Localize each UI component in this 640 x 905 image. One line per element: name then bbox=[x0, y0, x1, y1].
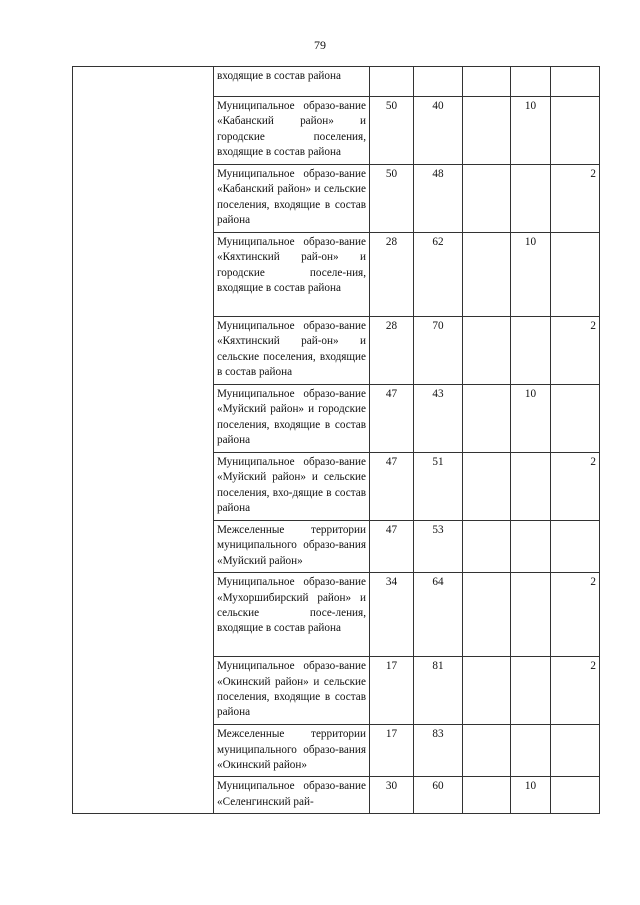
value-cell-c5 bbox=[551, 385, 600, 453]
value-cell-c1: 28 bbox=[370, 233, 414, 317]
value-cell-c3 bbox=[463, 521, 511, 573]
row-name-cell: Муниципальное образо-вание «Селенгинский рай- bbox=[214, 777, 370, 814]
page-number: 79 bbox=[314, 38, 326, 52]
value-cell-c5 bbox=[551, 97, 600, 165]
value-cell-c2: 48 bbox=[414, 165, 463, 233]
data-table bbox=[72, 66, 600, 814]
row-name-cell: входящие в состав района bbox=[214, 67, 370, 97]
value-cell-c4 bbox=[511, 725, 551, 777]
value-cell-c5: 2 bbox=[551, 165, 600, 233]
value-cell-c2: 60 bbox=[414, 777, 463, 814]
value-cell-c1: 47 bbox=[370, 521, 414, 573]
value-cell-c4: 10 bbox=[511, 97, 551, 165]
value-cell-c4 bbox=[511, 317, 551, 385]
value-cell-c1 bbox=[370, 67, 414, 97]
value-cell-c1: 17 bbox=[370, 657, 414, 725]
table-row bbox=[73, 67, 600, 97]
value-cell-c4: 10 bbox=[511, 233, 551, 317]
value-cell-c4 bbox=[511, 67, 551, 97]
value-cell-c1: 47 bbox=[370, 385, 414, 453]
value-cell-c4 bbox=[511, 521, 551, 573]
value-cell-c1: 47 bbox=[370, 453, 414, 521]
value-cell-c1: 30 bbox=[370, 777, 414, 814]
value-cell-c4 bbox=[511, 453, 551, 521]
value-cell-c5 bbox=[551, 233, 600, 317]
row-name-cell: Муниципальное образо-вание «Муйский район» и сельские поселения, вхо-дящие в состав района bbox=[214, 453, 370, 521]
value-cell-c2: 81 bbox=[414, 657, 463, 725]
row-name-cell: Межселенные территории муниципального образо-вания «Муйский район» bbox=[214, 521, 370, 573]
value-cell-c5 bbox=[551, 67, 600, 97]
row-name-cell: Муниципальное образо-вание «Кабанский район» и сельские поселения, входящие в состав района bbox=[214, 165, 370, 233]
value-cell-c2: 43 bbox=[414, 385, 463, 453]
value-cell-c5: 2 bbox=[551, 573, 600, 657]
value-cell-c3 bbox=[463, 165, 511, 233]
table-body bbox=[73, 67, 600, 814]
value-cell-c2: 51 bbox=[414, 453, 463, 521]
value-cell-c5 bbox=[551, 777, 600, 814]
row-name-cell: Муниципальное образо-вание «Кяхтинский рай-он» и сельские поселения, входящие в состав района bbox=[214, 317, 370, 385]
value-cell-c1: 28 bbox=[370, 317, 414, 385]
value-cell-c3 bbox=[463, 573, 511, 657]
value-cell-c5: 2 bbox=[551, 317, 600, 385]
value-cell-c1: 17 bbox=[370, 725, 414, 777]
value-cell-c4 bbox=[511, 657, 551, 725]
value-cell-c3 bbox=[463, 97, 511, 165]
value-cell-c3 bbox=[463, 657, 511, 725]
value-cell-c5: 2 bbox=[551, 657, 600, 725]
row-name-cell: Муниципальное образо-вание «Муйский район» и городские поселения, входящие в состав района bbox=[214, 385, 370, 453]
value-cell-c5: 2 bbox=[551, 453, 600, 521]
value-cell-c3 bbox=[463, 317, 511, 385]
value-cell-c2: 62 bbox=[414, 233, 463, 317]
value-cell-c1: 50 bbox=[370, 165, 414, 233]
row-name-cell: Муниципальное образо-вание «Кабанский район» и городские поселения, входящие в состав района bbox=[214, 97, 370, 165]
value-cell-c2: 64 bbox=[414, 573, 463, 657]
row-name-cell: Муниципальное образо-вание «Окинский район» и сельские поселения, входящие в состав района bbox=[214, 657, 370, 725]
value-cell-c3 bbox=[463, 385, 511, 453]
merged-left-cell bbox=[73, 67, 214, 814]
value-cell-c4 bbox=[511, 573, 551, 657]
value-cell-c1: 50 bbox=[370, 97, 414, 165]
row-name-cell: Муниципальное образо-вание «Мухоршибирский район» и сельские посе-ления, входящие в состав района bbox=[214, 573, 370, 657]
value-cell-c3 bbox=[463, 453, 511, 521]
value-cell-c1: 34 bbox=[370, 573, 414, 657]
value-cell-c2: 53 bbox=[414, 521, 463, 573]
value-cell-c5 bbox=[551, 521, 600, 573]
value-cell-c2 bbox=[414, 67, 463, 97]
value-cell-c4: 10 bbox=[511, 777, 551, 814]
value-cell-c3 bbox=[463, 725, 511, 777]
value-cell-c2: 70 bbox=[414, 317, 463, 385]
row-name-cell: Межселенные территории муниципального образо-вания «Окинский район» bbox=[214, 725, 370, 777]
value-cell-c3 bbox=[463, 233, 511, 317]
value-cell-c3 bbox=[463, 67, 511, 97]
value-cell-c3 bbox=[463, 777, 511, 814]
value-cell-c4 bbox=[511, 165, 551, 233]
value-cell-c4: 10 bbox=[511, 385, 551, 453]
row-name-cell: Муниципальное образо-вание «Кяхтинский рай-он» и городские поселе-ния, входящие в состав района bbox=[214, 233, 370, 317]
value-cell-c2: 40 bbox=[414, 97, 463, 165]
value-cell-c5 bbox=[551, 725, 600, 777]
value-cell-c2: 83 bbox=[414, 725, 463, 777]
